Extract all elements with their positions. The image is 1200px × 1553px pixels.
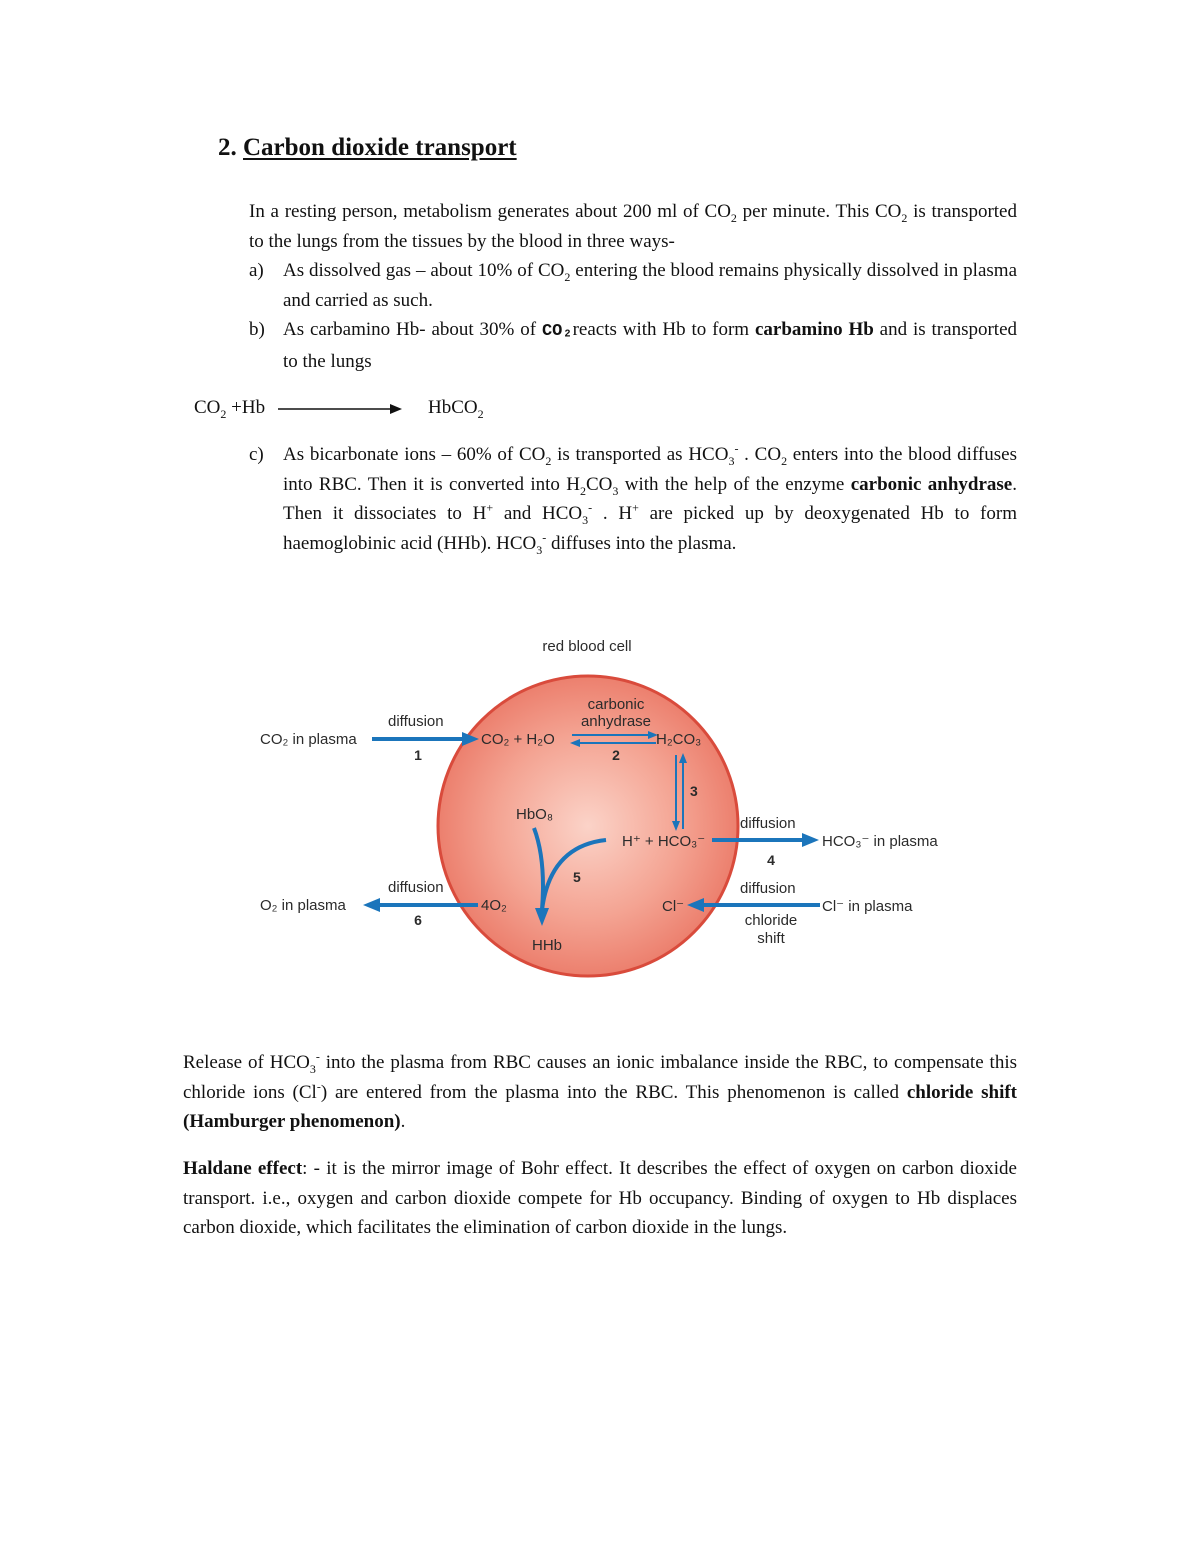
section-heading [218,134,517,162]
anhydrase-label: anhydrase [580,713,652,730]
section-number: 2. [218,134,237,161]
chloride-shift-paragraph: Release of $HCO_3^-$ into the plasma from RBC causes an ionic imbalance inside the RBC, to compensate this chloride ions (Cl-) are entered from the plasma into the RBC. This phenomenon is called chloride shift (Hamburger phenomenon). [183,1049,1018,1132]
equation-right: HbCO$_2$ [428,397,484,421]
arrow-4-head [802,833,819,847]
list-item-b: b) As carbamino Hb- about 30% of CO₂reacts with Hb to form carbamino Hb and is transported to the lungs [249,319,1017,372]
cl-minus-label: Cl⁻ [662,898,685,915]
step-1-label: 1 [414,747,422,763]
step-5-label: 5 [573,869,581,885]
hhb-label: HHb [532,937,563,954]
cl-in-plasma-label: Cl⁻ in plasma [822,898,913,915]
hbo8-label: HbO₈ [516,806,554,823]
equation-left: $CO_2 +Hb$ [194,397,266,421]
co2-in-plasma-label: CO₂ in plasma [260,731,357,748]
reaction-arrow-icon [278,400,408,420]
section-title: Carbon dioxide transport [243,134,517,161]
chloride-label: chloride [744,912,798,929]
step-6-label: 6 [414,912,422,928]
carbonic-label: carbonic [587,696,645,713]
arrow-6-head [363,898,380,912]
diagram-title: red blood cell [542,638,632,655]
h2co3-label: H₂CO₃ [656,731,702,748]
diffusion-cl-label: diffusion [740,880,796,897]
rbc-co2-transport-diagram [250,628,970,988]
diffusion-4-label: diffusion [740,815,796,832]
diffusion-6-label: diffusion [388,879,444,896]
intro-paragraph: In a resting person, metabolism generates about 200 ml of $CO_2$ per minute. This $CO_2$ is transported to the lungs from the tissues by the blood in three ways- [249,201,1017,252]
step-2-label: 2 [612,747,620,763]
co2-h2o-label: CO₂ + H₂O [481,731,555,748]
haldane-paragraph: Haldane effect: - it is the mirror image of Bohr effect. It describes the effect of oxygen on carbon dioxide transport. i.e., oxygen and carbon dioxide compete for Hb occupancy. Binding of oxygen to Hb displaces carbon dioxide, which facilitates the elimination of carbon dioxide in the lungs. [183,1158,1017,1238]
four-o2-label: 4O₂ [481,897,507,914]
step-4-label: 4 [767,852,775,868]
hco3-in-plasma-label: HCO₃⁻ in plasma [822,833,938,850]
step-3-label: 3 [690,783,698,799]
o2-in-plasma-label: O₂ in plasma [260,897,346,914]
h-hco3-label: H⁺ + HCO₃⁻ [622,833,706,850]
shift-label: shift [757,930,785,947]
list-item-a: a) As dissolved gas – about 10% of $CO_2$ entering the blood remains physically dissolved in plasma and carried as such. [249,260,1018,311]
diffusion-1-label: diffusion [388,713,444,730]
list-item-c: c) As bicarbonate ions – 60% of $CO_2$ is transported as $HCO_3^-$ . $CO_2$ enters into the blood diffuses into RBC. Then it is converted into $H_2CO_3$ with the help of the enzyme carbonic anhydrase. Then it dissociates to H+ and $HCO_3^-$ . H+ are picked up by deoxygenated Hb to form haemoglobinic acid (HHb). $HCO_3^-$ diffuses into the plasma. [249,441,1017,557]
